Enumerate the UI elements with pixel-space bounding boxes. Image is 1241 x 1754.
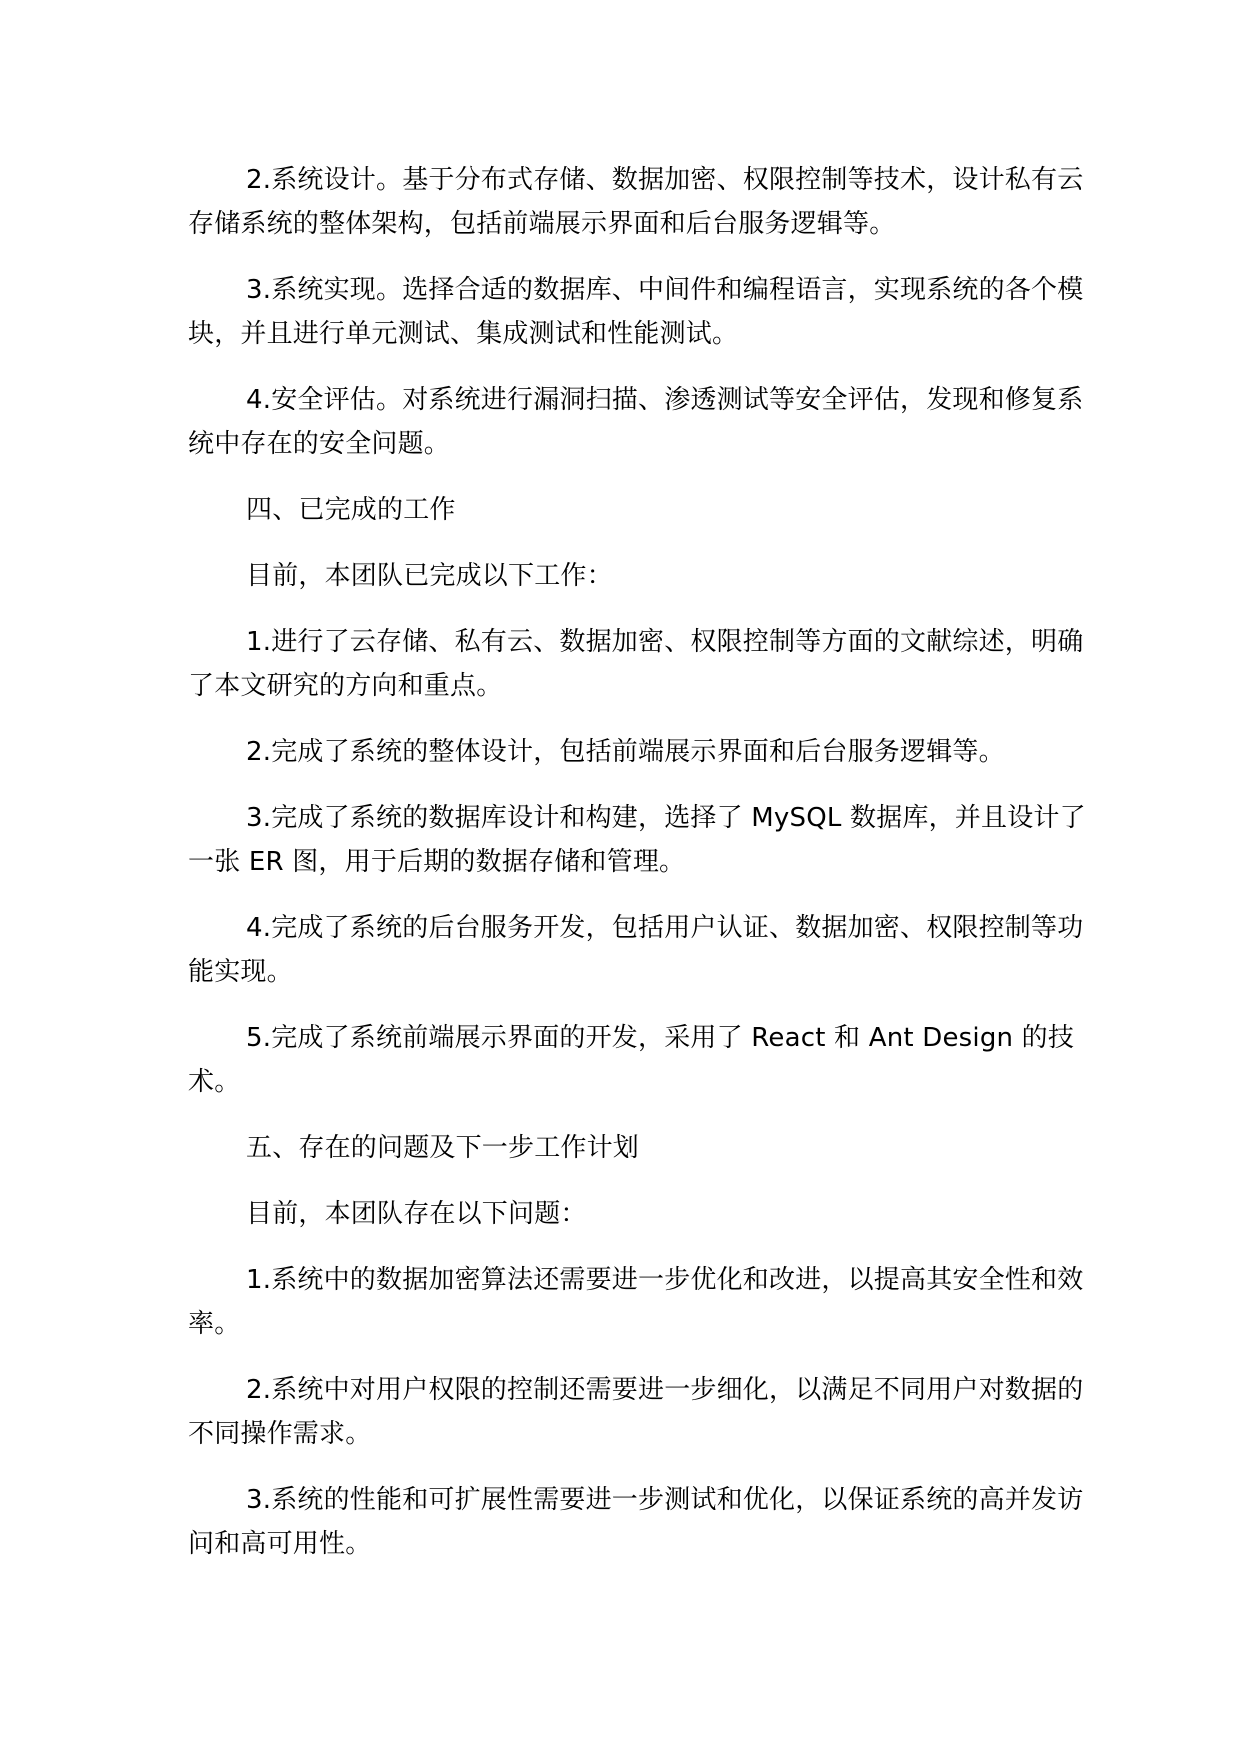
section-heading-completed-work: 四、已完成的工作 bbox=[246, 495, 456, 525]
list-item-problem-1: 1.系统中的数据加密算法还需要进一步优化和改进，以提高其安全性和效率。 bbox=[188, 1265, 1084, 1339]
list-item-problem-2: 2.系统中对用户权限的控制还需要进一步细化，以满足不同用户对数据的不同操作需求。 bbox=[188, 1375, 1084, 1449]
list-item-completed-3: 3.完成了系统的数据库设计和构建，选择了 MySQL 数据库，并且设计了一张 ER 图，用于后期的数据存储和管理。 bbox=[188, 803, 1086, 877]
paragraph-problems-intro: 目前，本团队存在以下问题： bbox=[246, 1199, 587, 1229]
paragraph-system-implementation: 3.系统实现。选择合适的数据库、中间件和编程语言，实现系统的各个模块，并且进行单元测试、集成测试和性能测试。 bbox=[188, 275, 1084, 349]
paragraph-completed-intro: 目前，本团队已完成以下工作： bbox=[246, 561, 613, 591]
section-heading-problems-plan: 五、存在的问题及下一步工作计划 bbox=[246, 1133, 640, 1163]
paragraph-security-assessment: 4.安全评估。对系统进行漏洞扫描、渗透测试等安全评估，发现和修复系统中存在的安全问题。 bbox=[188, 385, 1084, 459]
paragraph-system-design: 2.系统设计。基于分布式存储、数据加密、权限控制等技术，设计私有云存储系统的整体架构，包括前端展示界面和后台服务逻辑等。 bbox=[188, 165, 1084, 239]
list-item-completed-4: 4.完成了系统的后台服务开发，包括用户认证、数据加密、权限控制等功能实现。 bbox=[188, 913, 1084, 987]
list-item-problem-3: 3.系统的性能和可扩展性需要进一步测试和优化，以保证系统的高并发访问和高可用性。 bbox=[188, 1485, 1084, 1559]
document-body bbox=[188, 158, 1088, 1588]
list-item-completed-5: 5.完成了系统前端展示界面的开发，采用了 React 和 Ant Design 的技术。 bbox=[188, 1023, 1075, 1097]
list-item-completed-1: 1.进行了云存储、私有云、数据加密、权限控制等方面的文献综述，明确了本文研究的方向和重点。 bbox=[188, 627, 1084, 701]
list-item-completed-2: 2.完成了系统的整体设计，包括前端展示界面和后台服务逻辑等。 bbox=[246, 737, 1005, 767]
